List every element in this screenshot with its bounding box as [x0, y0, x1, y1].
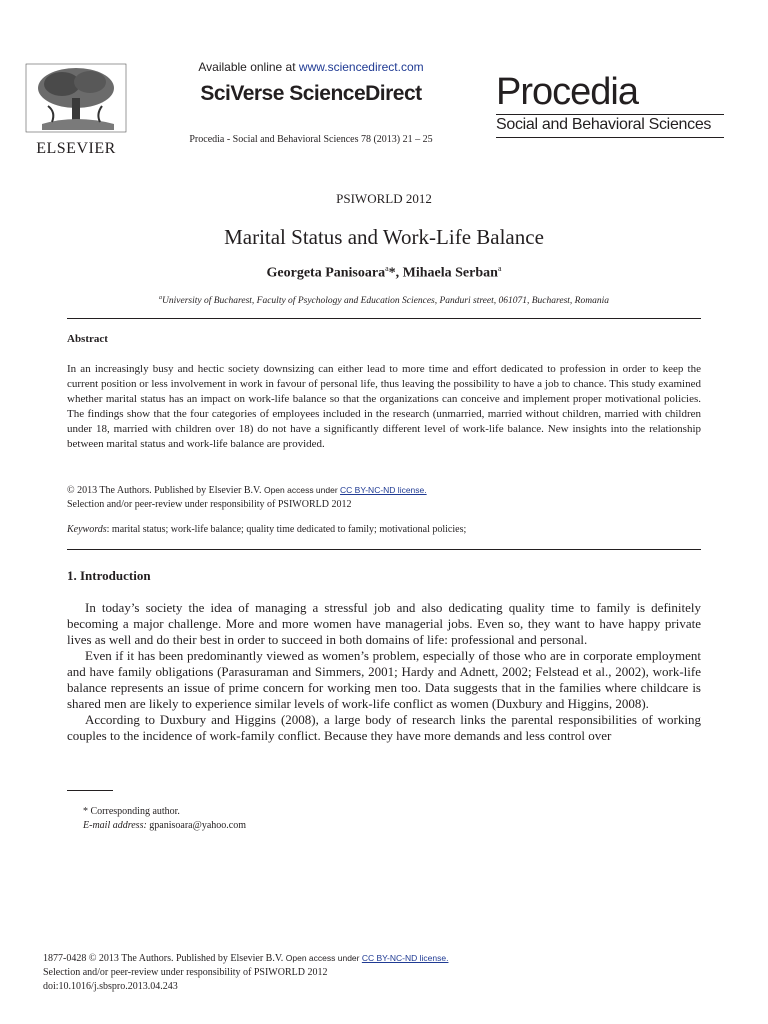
email-label: E-mail address: [83, 820, 147, 831]
journal-citation: Procedia - Social and Behavioral Sciences 78 (2013) 21 – 25 [189, 134, 433, 145]
peer-review-note: Selection and/or peer-review under responsibility of PSIWORLD 2012 [67, 499, 352, 510]
procedia-subtitle: Social and Behavioral Sciences [496, 116, 712, 133]
affiliation-mark: a [159, 295, 163, 301]
header-divider [496, 137, 724, 138]
conference-name: PSIWORLD 2012 [336, 191, 432, 206]
corresponding-mark: *, [388, 265, 403, 281]
procedia-divider [496, 114, 724, 115]
article-title: Marital Status and Work-Life Balance [224, 225, 544, 249]
author-2: Mihaela Serban [402, 265, 498, 281]
corresponding-author-note: * Corresponding author. [83, 806, 180, 817]
abstract-copyright [67, 485, 427, 496]
abstract-heading: Abstract [67, 333, 108, 345]
footer-doi: doi:10.1016/j.sbspro.2013.04.243 [43, 981, 178, 992]
open-access-label: Open access under [263, 485, 341, 495]
author-1: Georgeta Panisoara [266, 265, 386, 281]
abstract-top-rule [67, 318, 701, 319]
copyright-text: © 2013 The Authors. Published by Elsevier B.V. [67, 485, 264, 496]
abstract-bottom-rule [67, 549, 701, 550]
email-address: gpanisoara@yahoo.com [146, 820, 246, 831]
email-note [83, 820, 246, 831]
license-link[interactable]: CC BY-NC-ND license. [340, 485, 427, 495]
author-2-affil: a [497, 264, 502, 273]
affiliation-text: University of Bucharest, Faculty of Psychology and Education Sciences, Panduri street, 061071, Bucharest, Romania [162, 296, 609, 307]
procedia-title: Procedia [496, 71, 638, 113]
footer-open-access-label: Open access under [285, 953, 362, 963]
footer-issn-copyright: 1877-0428 © 2013 The Authors. Published by Elsevier B.V. [43, 953, 286, 964]
intro-paragraph-1: In today’s society the idea of managing a stressful job and also dedicating quality time to family is definitely becoming a major challenge. More and more women have managerial jobs. Even so, they want to have happy private lives as well and do their best in order to succeed in both domains of life: professional and personal. [67, 600, 701, 647]
intro-paragraph-3: According to Duxbury and Higgins (2008), a large body of research links the parental responsibilities of working couples to the incidence of work-family conflict. Because they have more demands and less control over [67, 712, 701, 743]
author-list [0, 264, 768, 282]
available-online-line [150, 60, 472, 74]
keywords [67, 524, 466, 535]
footer-peer-review: Selection and/or peer-review under responsibility of PSIWORLD 2012 [43, 967, 328, 978]
section-heading-introduction: 1. Introduction [67, 568, 151, 583]
keywords-text: : marital status; work-life balance; quality time dedicated to family; motivational policies; [106, 524, 467, 535]
elsevier-tree-icon [22, 62, 130, 134]
author-1-affil: a [385, 264, 389, 273]
sciencedirect-url[interactable]: www.sciencedirect.com [298, 60, 424, 74]
elsevier-wordmark: ELSEVIER [36, 140, 116, 157]
available-online-label: Available online at [198, 60, 299, 74]
sciverse-title: SciVerse ScienceDirect [200, 82, 422, 105]
footnote-rule [67, 790, 113, 791]
intro-paragraph-2: Even if it has been predominantly viewed as women’s problem, especially of those who are in corporate employment and have family obligations (Parasuraman and Simmers, 2001; Hardy and Adnett, 2002; Felstead et al., 2002), work-life balance represents an issue of prime concern for working men too. Data suggests that in the families where childcare is shared men are likely to experience similar levels of work-life conflict as women (Duxbury and Higgins, 2008). [67, 648, 701, 711]
footer-license-link[interactable]: CC BY-NC-ND license. [361, 953, 449, 963]
keywords-label: Keywords [67, 524, 107, 535]
footer-copyright [43, 953, 448, 964]
introduction-body [67, 600, 701, 744]
affiliation [0, 295, 768, 306]
abstract-text: In an increasingly busy and hectic society downsizing can either lead to more time and effort dedicated to profession in order to keep the current position or less involvement in work in favour of personal life, thus leaving the possibility to have a job to chance. This study examined whether marital status has an impact on work-life balance so that the organizations can conceive and implement proper motivational policies. The findings show that the four categories of employees included in the research (unmarried, married without children, married with children under 18, married with children over 18) do not have a significantly different level of work-life balance. New insights into the relationship between marital status and work-life balance are provided. [67, 363, 701, 450]
elsevier-logo [22, 62, 130, 157]
